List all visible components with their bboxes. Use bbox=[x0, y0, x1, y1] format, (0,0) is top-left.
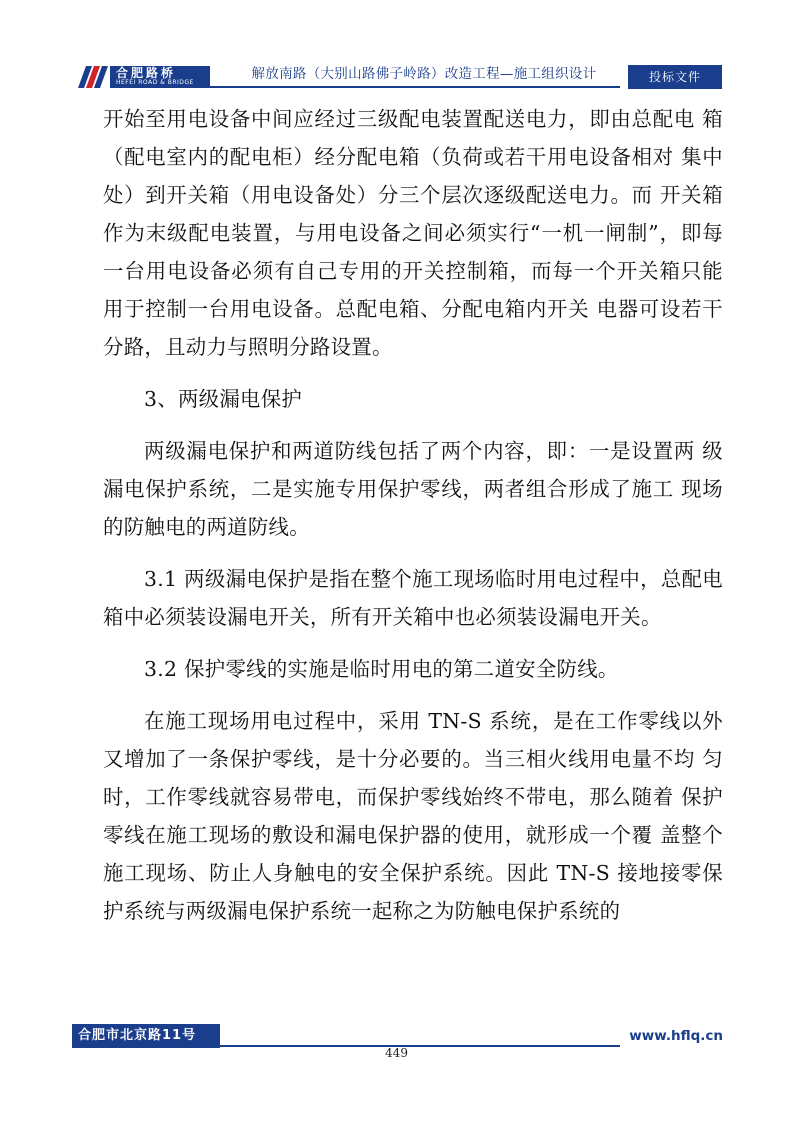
brand-name-en: HEFEI ROAD & BRIDGE bbox=[116, 79, 194, 86]
footer-website: www.hflq.cn bbox=[629, 1028, 723, 1044]
header-divider bbox=[110, 86, 620, 88]
section-heading: 3、两级漏电保护 bbox=[144, 387, 303, 411]
brand-name-cn: 合肥路桥 bbox=[116, 66, 177, 80]
page-header bbox=[0, 0, 793, 100]
brand-badge bbox=[110, 66, 210, 88]
body-paragraph: 两级漏电保护和两道防线包括了两个内容，即：一是设置两 级漏电保护系统，二是实施专用保护零线，两者组合形成了施工 现场的防触电的两道防线。 bbox=[103, 439, 723, 539]
body-paragraph: 3.2 保护零线的实施是临时用电的第二道安全防线。 bbox=[144, 657, 619, 681]
document-type-badge: 投标文件 bbox=[628, 65, 722, 89]
document-title: 解放南路（大别山路佛子岭路）改造工程—施工组织设计 bbox=[251, 66, 597, 82]
body-paragraph: 开始至用电设备中间应经过三级配电装置配送电力，即由总配电 箱（配电室内的配电柜）经分配电箱（负荷或若干用电设备相对 集中处）到开关箱（用电设备处）分三个层次逐级配送电力。而 开关箱作为末级配电装置，与用电设备之间必须实行“一机一闸制”，即每一台用电设备必须有自己专用的开关控制箱，而每一个开关箱只能用于控制一台用电设备。总配电箱、分配电箱内开关 电器可设若干分路，且动力与照明分路设置。 bbox=[103, 107, 723, 359]
footer-address: 合肥市北京路11号 bbox=[72, 1024, 220, 1048]
body-paragraph: 3.1 两级漏电保护是指在整个施工现场临时用电过程中，总配电箱中必须装设漏电开关，所有开关箱中也必须装设漏电开关。 bbox=[103, 567, 723, 629]
hflq-logo-icon bbox=[76, 64, 110, 90]
page-body bbox=[103, 100, 723, 930]
page-number: 449 bbox=[385, 1046, 408, 1060]
body-paragraph: 在施工现场用电过程中，采用 TN-S 系统，是在工作零线以外又增加了一条保护零线，是十分必要的。当三相火线用电量不均 匀时，工作零线就容易带电，而保护零线始终不带电，那么随着 保护零线在施工现场的敷设和漏电保护器的使用，就形成一个覆 盖整个施工现场、防止人身触电的安全保护系统。因此 TN-S 接地接零保护系统与两级漏电保护系统一起称之为防触电保护系统的 bbox=[103, 709, 723, 923]
